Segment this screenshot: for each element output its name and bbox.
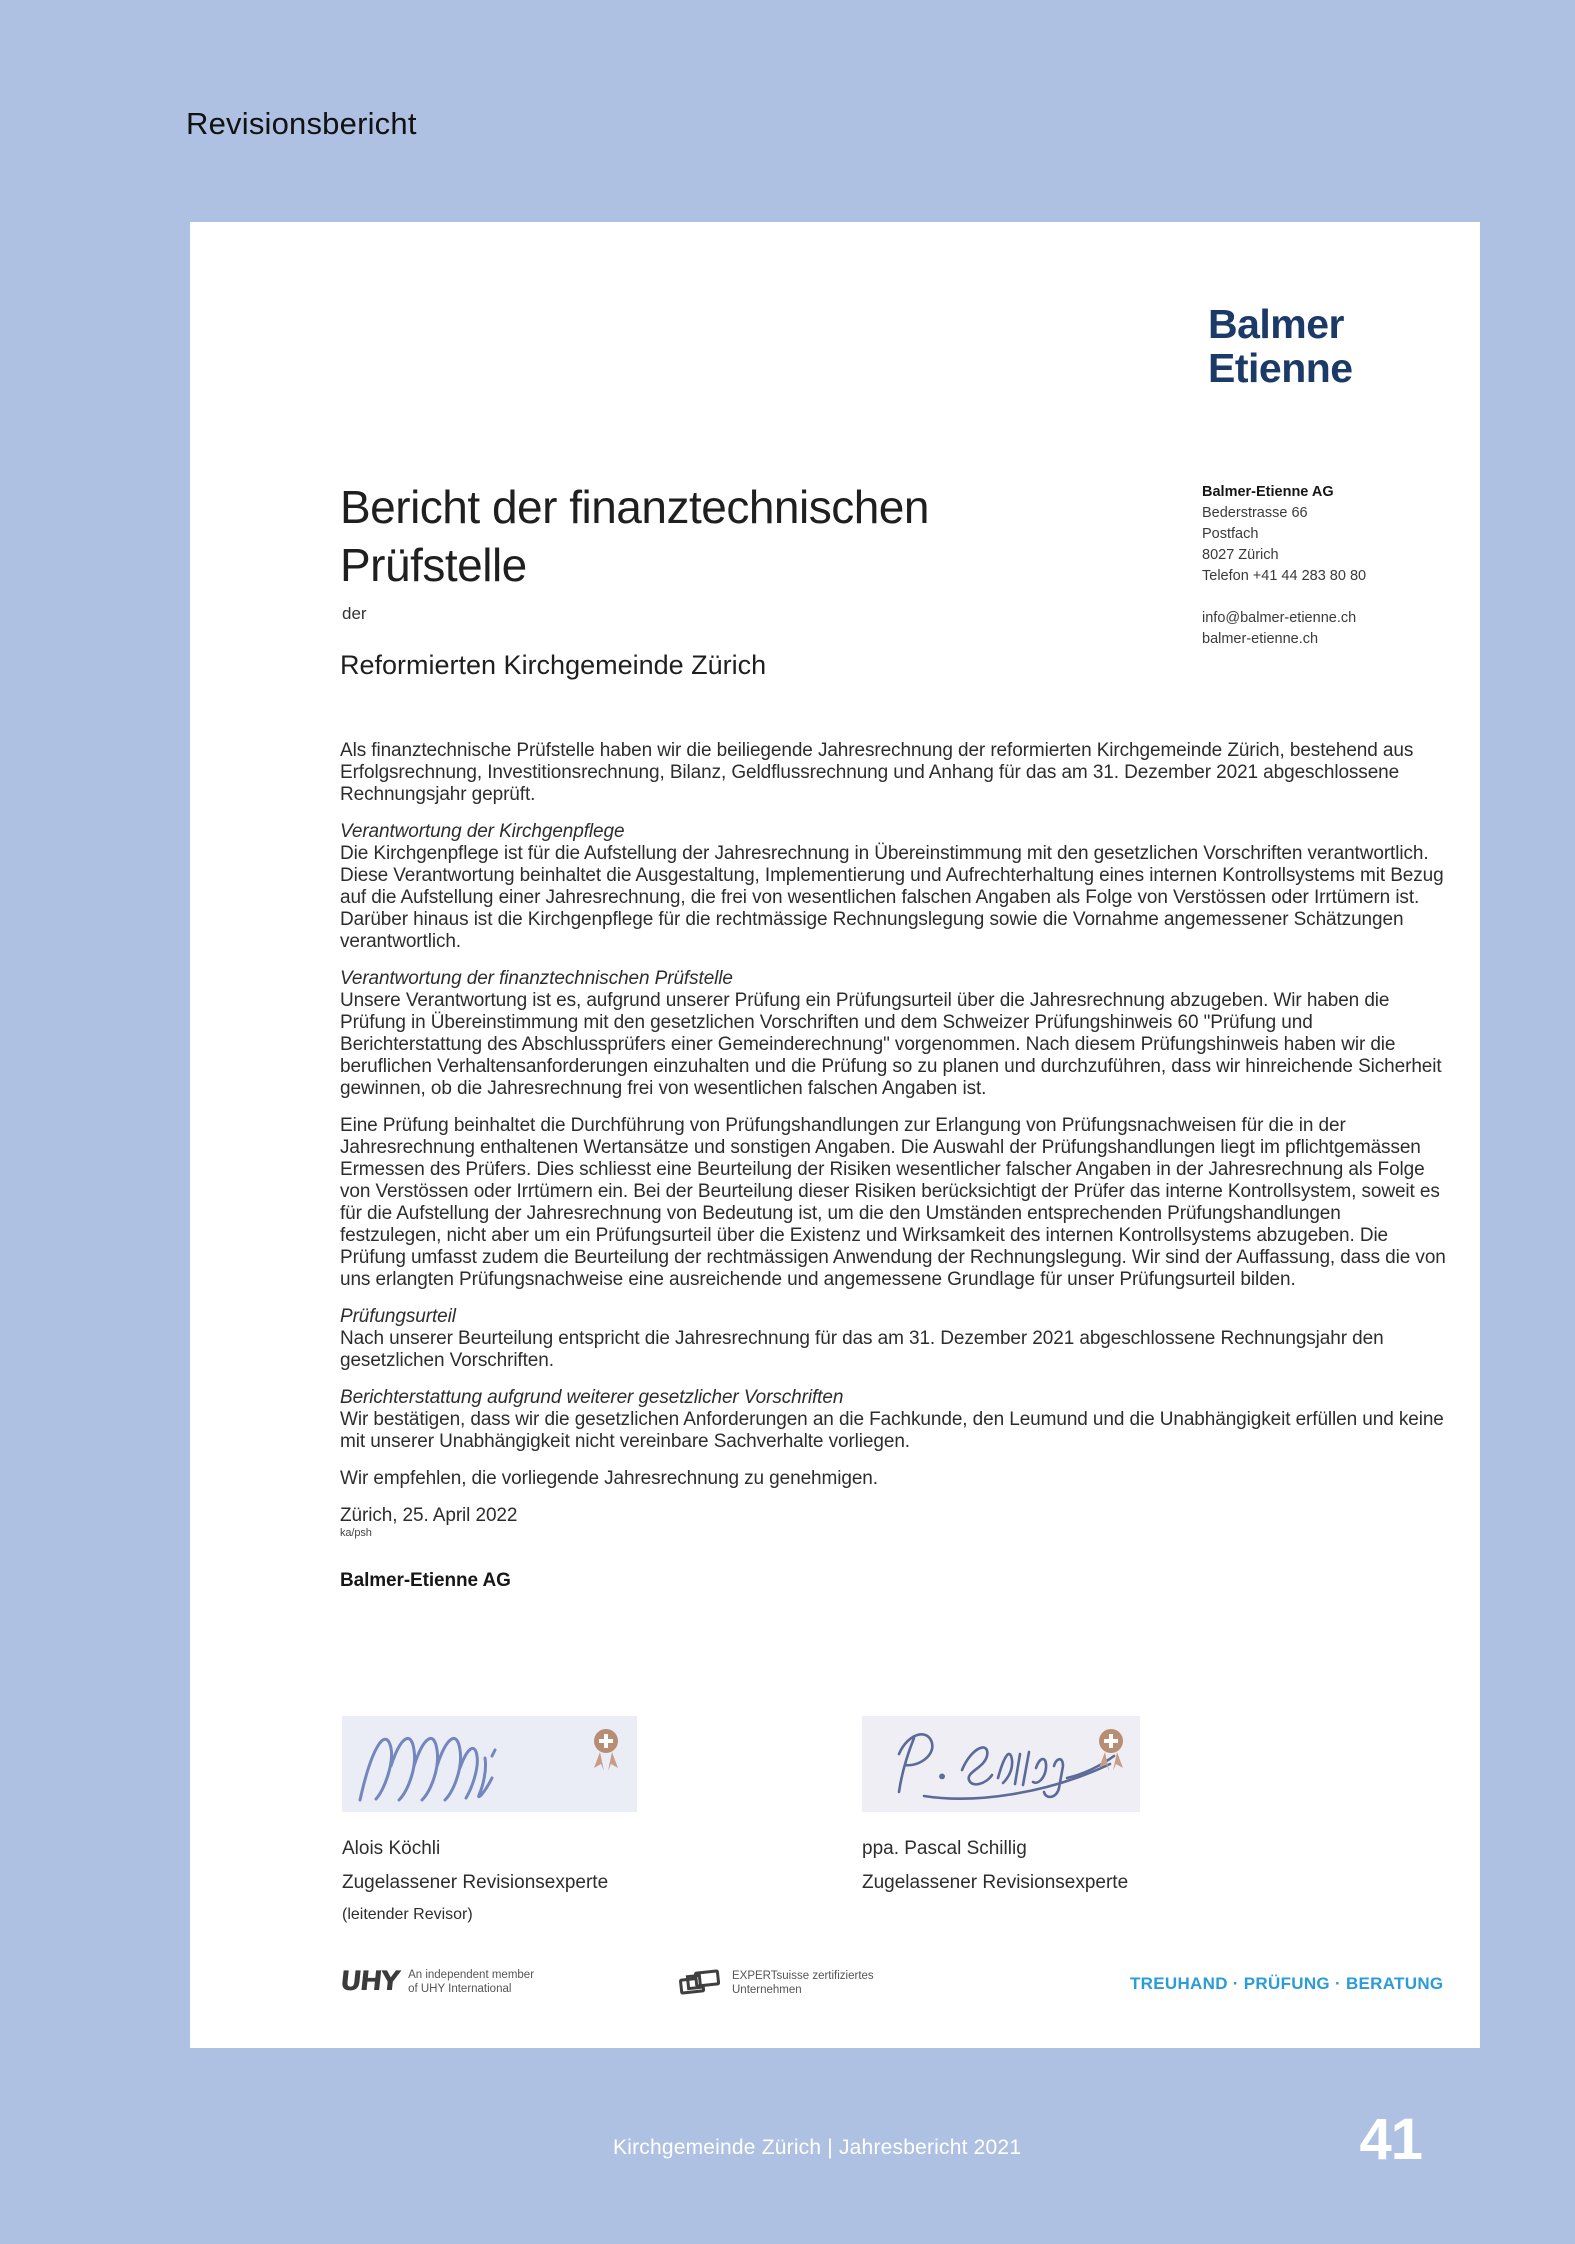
auditor-address-block [1202, 482, 1366, 650]
uhy-text-line2: of UHY International [408, 1982, 512, 1995]
services-tagline: TREUHAND · PRÜFUNG · BERATUNG [1130, 1974, 1444, 1993]
signatory-role: Zugelassener Revisionsexperte [342, 1872, 609, 1893]
expertsuisse-text-line1: EXPERTsuisse zertifiziertes [732, 1970, 874, 1982]
place-and-date: Zürich, 25. April 2022 [340, 1505, 518, 1526]
report-document [190, 222, 1480, 2048]
section-responsibility-kirchenpflege: Verantwortung der Kirchgenpflege Die Kirchgenpflege ist für die Aufstellung der Jahresrechnung in Übereinstimmung mit den gesetzlichen Vorschriften verantwortlich. Diese Verantwortung beinhaltet die Ausgestaltung, Implementierung und Aufrechterhaltung eines internen Kontrollsystems mit Bezug auf die Aufstellung einer Jahresrechnung, die frei von wesentlichen falschen Angaben als Folge von Verstössen oder Irrtümern ist. Darüber hinaus ist die Kirchgenpflege für die rechtmässige Rechnungslegung sowie die Vornahme angemessener Schätzungen verantwortlich. [340, 821, 1446, 953]
logo-line2: Etienne [1208, 345, 1353, 391]
notary-seal-icon [589, 1726, 623, 1779]
title-connector: der [342, 604, 367, 623]
section-responsibility-pruefstelle: Verantwortung der finanztechnischen Prüfstelle Unsere Verantwortung ist es, aufgrund unserer Prüfung ein Prüfungsurteil über die Jahresrechnung abzugeben. Wir haben die Prüfung in Übereinstimmung mit den gesetzlichen Vorschriften und dem Schweizer Prüfungshinweis 60 "Prüfung und Berichterstattung des Abschlussprüfers einer Gemeinderechnung" vorgenommen. Nach diesem Prüfungshinweis haben wir die beruflichen Verhaltensanforderungen einzuhalten und die Prüfung so zu planen und durchzuführen, dass wir hinreichende Sicherheit gewinnen, ob die Jahresrechnung frei von wesentlichen falschen Angaben ist. [340, 968, 1446, 1100]
page-title: Revisionsbericht [186, 106, 417, 141]
expertsuisse-membership [678, 1966, 874, 2000]
reference-initials: ka/psh [340, 1527, 372, 1539]
signature-image-schillig [862, 1716, 1140, 1812]
report-body [340, 740, 1446, 1592]
section-heading: Verantwortung der finanztechnischen Prüfstelle [340, 968, 733, 989]
logo-line1: Balmer [1208, 301, 1345, 347]
address-street: Bederstrasse 66 [1202, 505, 1308, 521]
address-phone: Telefon +41 44 283 80 80 [1202, 568, 1367, 584]
address-website: balmer-etienne.ch [1202, 631, 1319, 647]
uhy-text-line1: An independent member [408, 1968, 535, 1981]
report-subtitle: Reformierten Kirchgemeinde Zürich [340, 650, 767, 680]
signatory-note: (leitender Revisor) [342, 1906, 473, 1923]
uhy-membership [340, 1966, 534, 1997]
signatory-2 [862, 1716, 1162, 1894]
report-title: Bericht der finanztechnischen Prüfstelle [340, 481, 929, 591]
section-further-legal: Berichterstattung aufgrund weiterer gesetzlicher Vorschriften Wir bestätigen, dass wir die gesetzlichen Anforderungen an die Fachkunde, den Leumund und die Unabhängigkeit erfüllen und keine mit unserer Unabhängigkeit nicht vereinbare Sachverhalte vorliegen. [340, 1387, 1446, 1453]
signatory-1 [342, 1716, 642, 1924]
section-heading: Berichterstattung aufgrund weiterer gesetzlicher Vorschriften [340, 1387, 844, 1408]
signing-company: Balmer-Etienne AG [340, 1570, 511, 1591]
section-heading: Verantwortung der Kirchgenpflege [340, 821, 625, 842]
signature-image-koechli [342, 1716, 637, 1812]
intro-paragraph: Als finanztechnische Prüfstelle haben wir die beiliegende Jahresrechnung der reformierten Kirchgemeinde Zürich, bestehend aus Erfolgsrechnung, Investitionsrechnung, Bilanz, Geldflussrechnung und Anhang für das am 31. Dezember 2021 abgeschlossene Rechnungsjahr geprüft. [340, 740, 1414, 805]
signatory-role: Zugelassener Revisionsexperte [862, 1872, 1129, 1893]
signatory-name: Alois Köchli [342, 1838, 441, 1859]
address-email: info@balmer-etienne.ch [1202, 610, 1357, 626]
balmer-etienne-logo [1208, 302, 1353, 390]
address-pobox: Postfach [1202, 526, 1259, 542]
notary-seal-icon [1094, 1726, 1128, 1779]
uhy-logo: UHY [338, 1966, 400, 1997]
signatory-name: ppa. Pascal Schillig [862, 1838, 1027, 1859]
address-company: Balmer-Etienne AG [1202, 484, 1334, 500]
expertsuisse-text-line2: Unternehmen [732, 1984, 802, 1996]
section-audit-opinion: Prüfungsurteil Nach unserer Beurteilung entspricht die Jahresrechnung für das am 31. Dezember 2021 abgeschlossene Rechnungsjahr den gesetzlichen Vorschriften. [340, 1306, 1446, 1372]
expertsuisse-chain-icon [678, 1966, 722, 2000]
address-city: 8027 Zürich [1202, 547, 1279, 563]
section-audit-scope: Eine Prüfung beinhaltet die Durchführung von Prüfungshandlungen zur Erlangung von Prüfungsnachweisen für die in der Jahresrechnung enthaltenen Wertansätze und sonstigen Angaben. Die Auswahl der Prüfungshandlungen liegt im pflichtgemässen Ermessen des Prüfers. Dies schliesst eine Beurteilung der Risiken wesentlicher falscher Angaben in der Jahresrechnung als Folge von Verstössen oder Irrtümern ein. Bei der Beurteilung dieser Risiken berücksichtigt der Prüfer das interne Kontrollsystem, soweit es für die Aufstellung der Jahresrechnung von Bedeutung ist, um die den Umständen entsprechenden Prüfungshandlungen festzulegen, nicht aber um ein Prüfungsurteil über die Existenz und Wirksamkeit des internen Kontrollsystems abzugeben. Die Prüfung umfasst zudem die Beurteilung der rechtmässigen Anwendung der Rechnungslegung. Wir sind der Auffassung, dass die von uns erlangten Prüfungsnachweise eine ausreichende und angemessene Grundlage für unser Prüfungsurteil bilden. [340, 1115, 1446, 1290]
section-recommendation: Wir empfehlen, die vorliegende Jahresrechnung zu genehmigen. [340, 1468, 878, 1489]
section-heading: Prüfungsurteil [340, 1306, 456, 1327]
page-number: 41 [1359, 2107, 1422, 2172]
page-footer: Kirchgemeinde Zürich | Jahresbericht 2021 [613, 2136, 1022, 2159]
